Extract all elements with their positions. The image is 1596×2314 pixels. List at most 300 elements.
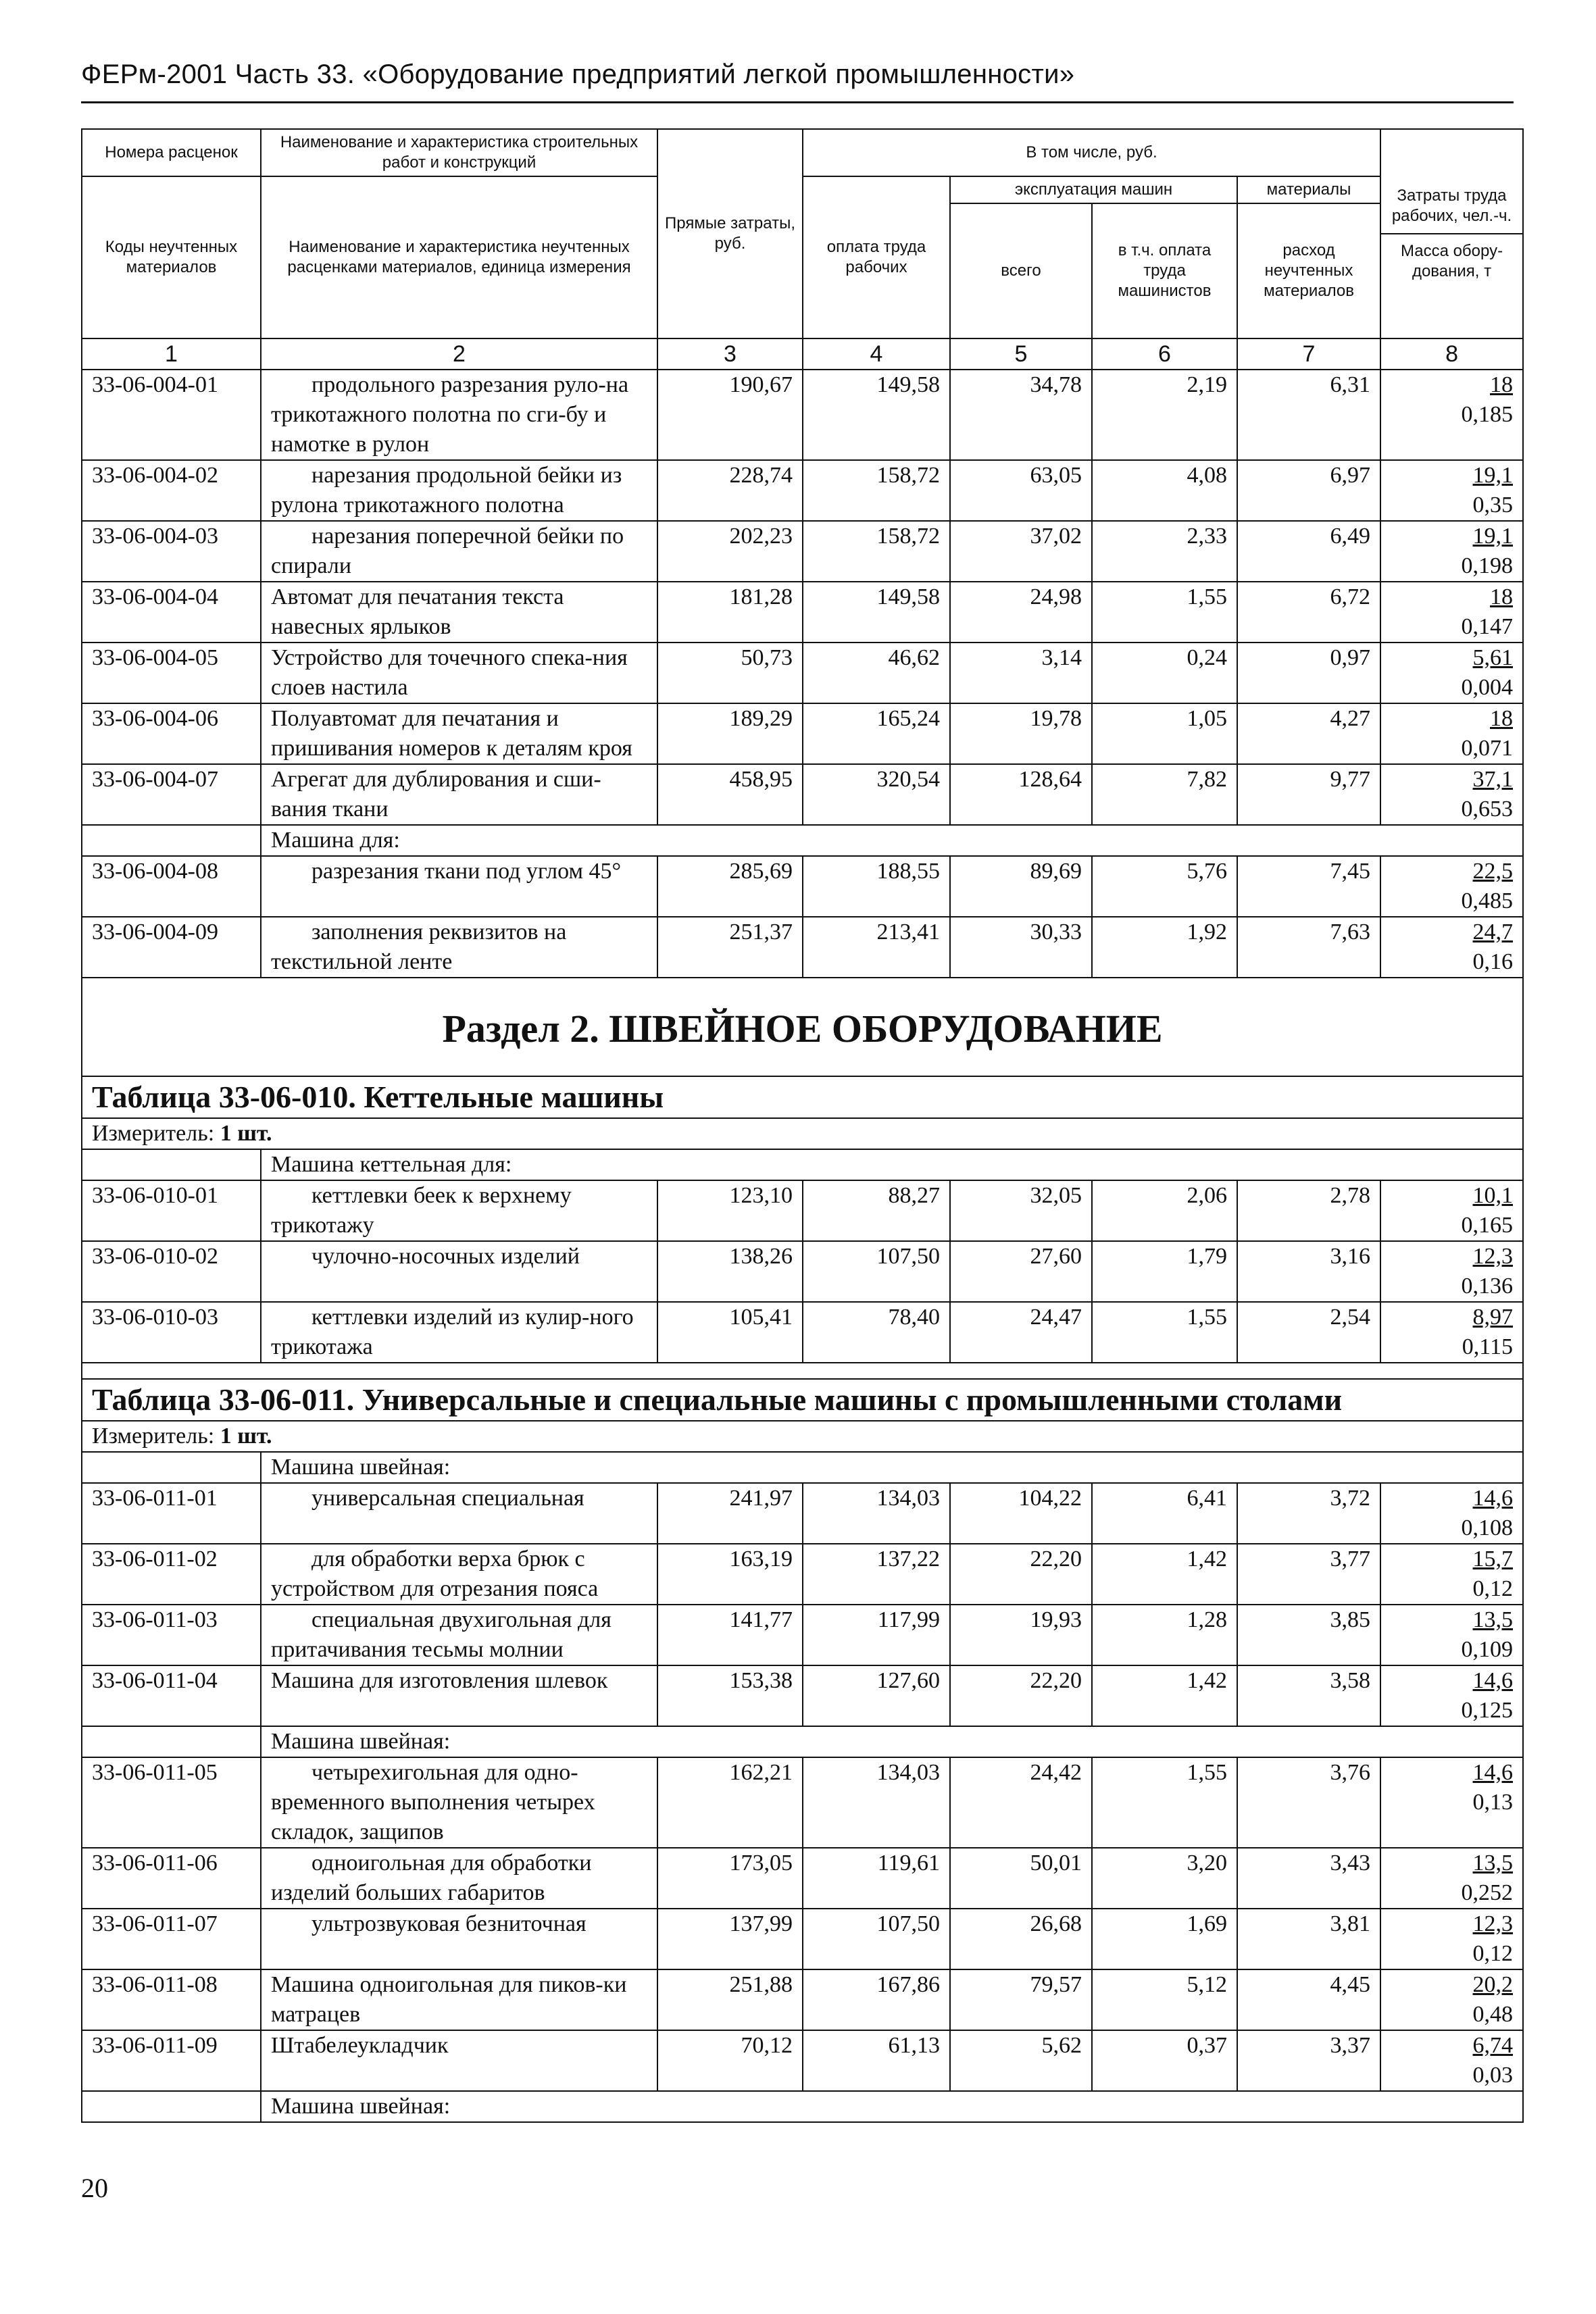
labor-mass xyxy=(1380,1757,1523,1848)
labor-mass xyxy=(1380,1969,1523,2030)
section-title: Раздел 2. ШВЕЙНОЕ ОБОРУДОВАНИЕ xyxy=(442,1007,1163,1051)
cost-c3: 138,26 xyxy=(657,1241,803,1302)
table-title-row-cell xyxy=(82,1379,1523,1421)
mass-value: 0,16 xyxy=(1472,949,1514,974)
rate-code: 33-06-011-04 xyxy=(82,1665,261,1726)
labor-mass xyxy=(1380,582,1523,643)
col-group-incl: В том числе, руб. xyxy=(803,129,1380,176)
mass-value: 0,004 xyxy=(1461,675,1514,700)
labor-mass xyxy=(1380,1909,1523,1969)
mass-value: 0,485 xyxy=(1461,888,1514,913)
cost-c5: 104,22 xyxy=(950,1483,1092,1544)
labor-mass xyxy=(1380,1605,1523,1665)
labor-value: 12,3 xyxy=(1472,1244,1514,1269)
rate-name-text: Агрегат для дублирования и сши-вания ткани xyxy=(271,767,601,822)
rate-name-text: одноигольная для обработки изделий больших габаритов xyxy=(271,1851,592,1905)
cost-c7: 4,45 xyxy=(1237,1969,1380,2030)
col-labor-mass xyxy=(1380,129,1523,338)
rate-name xyxy=(261,643,657,703)
cost-c3: 137,99 xyxy=(657,1909,803,1969)
table-row xyxy=(82,1969,1523,2030)
rate-code: 33-06-004-03 xyxy=(82,521,261,582)
rate-name xyxy=(261,1605,657,1665)
mass-value: 0,108 xyxy=(1461,1515,1514,1540)
col-material-use: расход неучтенных материалов xyxy=(1237,203,1380,338)
cost-c6: 0,24 xyxy=(1092,643,1237,703)
col-direct-costs: Прямые затраты, руб. xyxy=(657,129,803,338)
table-body xyxy=(82,338,1523,2122)
rate-code: 33-06-011-07 xyxy=(82,1909,261,1969)
cost-c6: 2,19 xyxy=(1092,370,1237,460)
mass-value: 0,115 xyxy=(1462,1334,1514,1359)
cost-c6: 1,28 xyxy=(1092,1605,1237,1665)
cost-c3: 141,77 xyxy=(657,1605,803,1665)
cost-c5: 37,02 xyxy=(950,521,1092,582)
rate-name-text: нарезания продольной бейки из рулона трикотажного полотна xyxy=(271,463,622,518)
cost-c7: 6,49 xyxy=(1237,521,1380,582)
mass-value: 0,147 xyxy=(1461,614,1514,639)
rate-name xyxy=(261,1848,657,1909)
labor-value: 22,5 xyxy=(1472,859,1514,884)
labor-mass xyxy=(1380,2030,1523,2091)
cost-c3: 105,41 xyxy=(657,1302,803,1363)
cost-c4: 149,58 xyxy=(803,370,950,460)
rate-name xyxy=(261,1302,657,1363)
rate-name xyxy=(261,703,657,764)
table-row xyxy=(82,643,1523,703)
group-row xyxy=(82,1726,1523,1757)
cost-c5: 24,47 xyxy=(950,1302,1092,1363)
cost-c3: 251,88 xyxy=(657,1969,803,2030)
col-materials: материалы xyxy=(1237,176,1380,203)
table-row xyxy=(82,460,1523,521)
labor-value: 19,1 xyxy=(1472,524,1514,549)
rate-name xyxy=(261,370,657,460)
measure-label: Измеритель: xyxy=(92,1424,215,1449)
table-row xyxy=(82,1544,1523,1605)
column-number: 4 xyxy=(803,338,950,370)
cost-c4: 137,22 xyxy=(803,1544,950,1605)
cost-c7: 4,27 xyxy=(1237,703,1380,764)
rate-name xyxy=(261,764,657,825)
cost-c5: 89,69 xyxy=(950,856,1092,917)
cost-c4: 127,60 xyxy=(803,1665,950,1726)
cost-c4: 107,50 xyxy=(803,1909,950,1969)
labor-mass xyxy=(1380,460,1523,521)
cost-c4: 158,72 xyxy=(803,460,950,521)
table-row xyxy=(82,1302,1523,1363)
cost-c6: 6,41 xyxy=(1092,1483,1237,1544)
cost-c5: 26,68 xyxy=(950,1909,1092,1969)
cost-c7: 7,45 xyxy=(1237,856,1380,917)
cost-c7: 3,58 xyxy=(1237,1665,1380,1726)
mass-value: 0,03 xyxy=(1472,2063,1514,2088)
mass-value: 0,136 xyxy=(1461,1274,1514,1299)
rate-name xyxy=(261,1483,657,1544)
table-row xyxy=(82,1757,1523,1848)
cost-c4: 165,24 xyxy=(803,703,950,764)
cost-c6: 1,69 xyxy=(1092,1909,1237,1969)
labor-value: 13,5 xyxy=(1472,1607,1514,1632)
cost-c4: 134,03 xyxy=(803,1757,950,1848)
table-row xyxy=(82,1241,1523,1302)
mass-value: 0,071 xyxy=(1461,736,1514,761)
rate-code: 33-06-004-07 xyxy=(82,764,261,825)
col-total: всего xyxy=(950,203,1092,338)
cost-c5: 24,98 xyxy=(950,582,1092,643)
cost-c7: 3,37 xyxy=(1237,2030,1380,2091)
column-number: 5 xyxy=(950,338,1092,370)
table-row xyxy=(82,1483,1523,1544)
cost-c6: 1,55 xyxy=(1092,582,1237,643)
cost-c6: 5,76 xyxy=(1092,856,1237,917)
cost-c3: 181,28 xyxy=(657,582,803,643)
mass-value: 0,35 xyxy=(1472,493,1514,518)
group-row xyxy=(82,1149,1523,1180)
cost-c4: 188,55 xyxy=(803,856,950,917)
labor-value: 14,6 xyxy=(1472,1668,1514,1693)
cost-c4: 167,86 xyxy=(803,1969,950,2030)
cost-c5: 22,20 xyxy=(950,1544,1092,1605)
labor-mass xyxy=(1380,917,1523,978)
labor-mass xyxy=(1380,1848,1523,1909)
cost-c7: 9,77 xyxy=(1237,764,1380,825)
rate-name xyxy=(261,856,657,917)
header-rule xyxy=(81,101,1514,103)
labor-mass xyxy=(1380,856,1523,917)
rate-code: 33-06-004-09 xyxy=(82,917,261,978)
cost-c3: 173,05 xyxy=(657,1848,803,1909)
page-header: ФЕРм-2001 Часть 33. «Оборудование предприятий легкой промышленности» xyxy=(81,59,1075,89)
table-row xyxy=(82,1605,1523,1665)
labor-value: 6,74 xyxy=(1472,2033,1514,2058)
cost-c3: 285,69 xyxy=(657,856,803,917)
mass-value: 0,198 xyxy=(1461,553,1514,578)
cost-c3: 163,19 xyxy=(657,1544,803,1605)
rate-name-text: Автомат для печатания текста навесных ярлыков xyxy=(271,584,564,639)
rate-name xyxy=(261,1241,657,1302)
rate-name xyxy=(261,521,657,582)
column-number: 3 xyxy=(657,338,803,370)
labor-value: 5,61 xyxy=(1472,645,1514,670)
mass-value: 0,653 xyxy=(1461,797,1514,822)
labor-value: 18 xyxy=(1490,372,1514,397)
rate-name-text: для обработки верха брюк с устройством для отрезания пояса xyxy=(271,1546,599,1601)
cost-c3: 123,10 xyxy=(657,1180,803,1241)
cost-c7: 2,78 xyxy=(1237,1180,1380,1241)
rate-name xyxy=(261,2030,657,2091)
group-blank xyxy=(82,825,261,856)
labor-value: 12,3 xyxy=(1472,1911,1514,1936)
table-row xyxy=(82,370,1523,460)
cost-c6: 4,08 xyxy=(1092,460,1237,521)
rate-name-text: чулочно-носочных изделий xyxy=(311,1244,580,1269)
cost-c4: 46,62 xyxy=(803,643,950,703)
rate-name-text: кеттлевки беек к верхнему трикотажу xyxy=(271,1183,572,1238)
cost-c3: 241,97 xyxy=(657,1483,803,1544)
cost-c4: 61,13 xyxy=(803,2030,950,2091)
table-row xyxy=(82,917,1523,978)
cost-c3: 189,29 xyxy=(657,703,803,764)
cost-c6: 0,37 xyxy=(1092,2030,1237,2091)
column-number: 7 xyxy=(1237,338,1380,370)
cost-c6: 1,55 xyxy=(1092,1757,1237,1848)
cost-c4: 134,03 xyxy=(803,1483,950,1544)
cost-c4: 78,40 xyxy=(803,1302,950,1363)
cost-c6: 3,20 xyxy=(1092,1848,1237,1909)
cost-c3: 153,38 xyxy=(657,1665,803,1726)
cost-c4: 88,27 xyxy=(803,1180,950,1241)
cost-c6: 2,06 xyxy=(1092,1180,1237,1241)
price-table xyxy=(81,128,1524,2123)
cost-c5: 19,93 xyxy=(950,1605,1092,1665)
cost-c7: 3,81 xyxy=(1237,1909,1380,1969)
table-row xyxy=(82,521,1523,582)
cost-c5: 22,20 xyxy=(950,1665,1092,1726)
rate-code: 33-06-011-03 xyxy=(82,1605,261,1665)
cost-c5: 3,14 xyxy=(950,643,1092,703)
labor-value: 14,6 xyxy=(1472,1760,1514,1785)
rate-name xyxy=(261,460,657,521)
cost-c6: 1,92 xyxy=(1092,917,1237,978)
cost-c5: 5,62 xyxy=(950,2030,1092,2091)
cost-c4: 119,61 xyxy=(803,1848,950,1909)
table-row xyxy=(82,582,1523,643)
cost-c3: 202,23 xyxy=(657,521,803,582)
column-number: 1 xyxy=(82,338,261,370)
measure-row-cell xyxy=(82,1421,1523,1452)
cost-c5: 63,05 xyxy=(950,460,1092,521)
cost-c4: 149,58 xyxy=(803,582,950,643)
rate-name xyxy=(261,1909,657,1969)
labor-value: 8,97 xyxy=(1472,1305,1514,1330)
cost-c6: 1,79 xyxy=(1092,1241,1237,1302)
rate-name xyxy=(261,582,657,643)
col-name-bottom: Наименование и характеристика неучтенных расценками материалов, единица измерения xyxy=(261,176,657,338)
cost-c3: 190,67 xyxy=(657,370,803,460)
rate-name-text: продольного разрезания руло-на трикотажного полотна по сги-бу и намотке в рулон xyxy=(271,372,629,457)
rate-code: 33-06-011-09 xyxy=(82,2030,261,2091)
labor-mass xyxy=(1380,643,1523,703)
cost-c6: 1,42 xyxy=(1092,1665,1237,1726)
cost-c5: 24,42 xyxy=(950,1757,1092,1848)
cost-c7: 7,63 xyxy=(1237,917,1380,978)
mass-value: 0,252 xyxy=(1461,1880,1514,1905)
cost-c7: 3,85 xyxy=(1237,1605,1380,1665)
table-row xyxy=(82,703,1523,764)
measure-row-cell xyxy=(82,1118,1523,1149)
labor-value: 13,5 xyxy=(1472,1851,1514,1876)
mass-value: 0,48 xyxy=(1472,2002,1514,2027)
labor-mass xyxy=(1380,370,1523,460)
cost-c3: 458,95 xyxy=(657,764,803,825)
table-title-row xyxy=(82,1379,1523,1421)
page-number: 20 xyxy=(81,2173,108,2203)
section-row xyxy=(82,978,1523,1076)
rate-name-text: четырехигольная для одно-временного выполнения четырех складок, защипов xyxy=(271,1760,595,1844)
rate-code: 33-06-011-05 xyxy=(82,1757,261,1848)
cost-c5: 34,78 xyxy=(950,370,1092,460)
col-wages: оплата труда рабочих xyxy=(803,176,950,338)
rate-name-text: Машина для изготовления шлевок xyxy=(271,1668,608,1693)
rate-code: 33-06-011-01 xyxy=(82,1483,261,1544)
cost-c6: 1,05 xyxy=(1092,703,1237,764)
cost-c7: 2,54 xyxy=(1237,1302,1380,1363)
group-title: Машина швейная: xyxy=(261,1726,1523,1757)
rate-code: 33-06-004-01 xyxy=(82,370,261,460)
table-title: Таблица 33-06-011. Универсальные и специальные машины с промышленными столами xyxy=(92,1382,1343,1417)
cost-c4: 158,72 xyxy=(803,521,950,582)
rate-name-text: кеттлевки изделий из кулир-ного трикотажа xyxy=(271,1305,634,1359)
cost-c6: 1,55 xyxy=(1092,1302,1237,1363)
rate-name-text: нарезания поперечной бейки по спирали xyxy=(271,524,624,578)
labor-value: 10,1 xyxy=(1472,1183,1514,1208)
cost-c6: 7,82 xyxy=(1092,764,1237,825)
group-title: Машина швейная: xyxy=(261,2091,1523,2122)
rate-code: 33-06-011-08 xyxy=(82,1969,261,2030)
labor-value: 20,2 xyxy=(1472,1972,1514,1997)
cost-c4: 107,50 xyxy=(803,1241,950,1302)
cost-c6: 1,42 xyxy=(1092,1544,1237,1605)
cost-c7: 3,76 xyxy=(1237,1757,1380,1848)
col-codes-bottom: Коды неучтенных материалов xyxy=(82,176,261,338)
cost-c5: 50,01 xyxy=(950,1848,1092,1909)
labor-mass xyxy=(1380,1544,1523,1605)
group-title: Машина для: xyxy=(261,825,1523,856)
group-row xyxy=(82,2091,1523,2122)
cost-c6: 5,12 xyxy=(1092,1969,1237,2030)
rate-name-text: специальная двухигольная для притачивания тесьмы молнии xyxy=(271,1607,612,1662)
col-mass: Масса обору-дования, т xyxy=(1400,242,1503,280)
rate-code: 33-06-004-08 xyxy=(82,856,261,917)
group-row xyxy=(82,1452,1523,1483)
table-row xyxy=(82,1909,1523,1969)
rate-name-text: Устройство для точечного спека-ния слоев настила xyxy=(271,645,628,700)
group-title: Машина кеттельная для: xyxy=(261,1149,1523,1180)
labor-mass xyxy=(1380,703,1523,764)
measure-row xyxy=(82,1421,1523,1452)
section-row-cell xyxy=(82,978,1523,1076)
cost-c5: 30,33 xyxy=(950,917,1092,978)
cost-c5: 19,78 xyxy=(950,703,1092,764)
rate-name-text: универсальная специальная xyxy=(311,1486,584,1511)
spacer-row xyxy=(82,1363,1523,1379)
rate-name xyxy=(261,1969,657,2030)
cost-c3: 228,74 xyxy=(657,460,803,521)
cost-c4: 117,99 xyxy=(803,1605,950,1665)
cost-c6: 2,33 xyxy=(1092,521,1237,582)
cost-c5: 27,60 xyxy=(950,1241,1092,1302)
labor-mass xyxy=(1380,1180,1523,1241)
labor-value: 37,1 xyxy=(1472,767,1514,792)
labor-mass xyxy=(1380,764,1523,825)
cost-c7: 3,43 xyxy=(1237,1848,1380,1909)
rate-code: 33-06-004-05 xyxy=(82,643,261,703)
measure-value: 1 шт. xyxy=(220,1424,272,1449)
labor-value: 18 xyxy=(1490,706,1514,731)
labor-mass xyxy=(1380,1483,1523,1544)
spacer-row-cell xyxy=(82,1363,1523,1379)
table-title-row-cell xyxy=(82,1076,1523,1118)
measure-row xyxy=(82,1118,1523,1149)
group-blank xyxy=(82,1452,261,1483)
cost-c3: 251,37 xyxy=(657,917,803,978)
rate-name-text: Штабелеукладчик xyxy=(271,2033,449,2058)
rate-code: 33-06-004-06 xyxy=(82,703,261,764)
mass-value: 0,13 xyxy=(1472,1790,1514,1815)
cost-c3: 70,12 xyxy=(657,2030,803,2091)
measure-label: Измеритель: xyxy=(92,1121,215,1146)
mass-value: 0,125 xyxy=(1461,1698,1514,1723)
rate-name xyxy=(261,1757,657,1848)
col-labor: Затраты труда рабочих, чел.-ч. xyxy=(1381,182,1522,234)
cost-c7: 6,31 xyxy=(1237,370,1380,460)
labor-mass xyxy=(1380,1302,1523,1363)
mass-value: 0,12 xyxy=(1472,1941,1514,1966)
column-number: 2 xyxy=(261,338,657,370)
mass-value: 0,185 xyxy=(1461,402,1514,427)
column-numbers-row xyxy=(82,338,1523,370)
cost-c5: 32,05 xyxy=(950,1180,1092,1241)
cost-c4: 320,54 xyxy=(803,764,950,825)
rate-code: 33-06-004-02 xyxy=(82,460,261,521)
group-blank xyxy=(82,2091,261,2122)
column-number: 8 xyxy=(1380,338,1523,370)
cost-c7: 6,72 xyxy=(1237,582,1380,643)
rate-name-text: ультрозвуковая безниточная xyxy=(311,1911,587,1936)
labor-value: 18 xyxy=(1490,584,1514,609)
group-blank xyxy=(82,1149,261,1180)
col-codes-top: Номера расценок xyxy=(82,129,261,176)
labor-value: 14,6 xyxy=(1472,1486,1514,1511)
mass-value: 0,12 xyxy=(1472,1576,1514,1601)
group-blank xyxy=(82,1726,261,1757)
rate-code: 33-06-011-06 xyxy=(82,1848,261,1909)
col-name-top: Наименование и характеристика строительных работ и конструкций xyxy=(261,129,657,176)
rate-name-text: Машина одноигольная для пиков-ки матрацев xyxy=(271,1972,627,2027)
group-title: Машина швейная: xyxy=(261,1452,1523,1483)
cost-c5: 79,57 xyxy=(950,1969,1092,2030)
cost-c7: 3,16 xyxy=(1237,1241,1380,1302)
table-title: Таблица 33-06-010. Кеттельные машины xyxy=(92,1080,664,1114)
column-number: 6 xyxy=(1092,338,1237,370)
cost-c7: 3,77 xyxy=(1237,1544,1380,1605)
group-row xyxy=(82,825,1523,856)
labor-value: 24,7 xyxy=(1472,920,1514,945)
rate-name xyxy=(261,1180,657,1241)
cost-c3: 162,21 xyxy=(657,1757,803,1848)
cost-c5: 128,64 xyxy=(950,764,1092,825)
cost-c3: 50,73 xyxy=(657,643,803,703)
mass-value: 0,165 xyxy=(1461,1213,1514,1238)
labor-value: 15,7 xyxy=(1472,1546,1514,1571)
table-row xyxy=(82,764,1523,825)
rate-name xyxy=(261,1544,657,1605)
cost-c7: 3,72 xyxy=(1237,1483,1380,1544)
measure-value: 1 шт. xyxy=(220,1121,272,1146)
labor-mass xyxy=(1380,1665,1523,1726)
rate-code: 33-06-004-04 xyxy=(82,582,261,643)
table-row xyxy=(82,1180,1523,1241)
rate-name xyxy=(261,1665,657,1726)
table-row xyxy=(82,2030,1523,2091)
rate-code: 33-06-011-02 xyxy=(82,1544,261,1605)
col-machines: эксплуатация машин xyxy=(950,176,1237,203)
col-operator-wages: в т.ч. оплата труда машинистов xyxy=(1092,203,1237,338)
labor-mass xyxy=(1380,521,1523,582)
table-title-row xyxy=(82,1076,1523,1118)
table-row xyxy=(82,856,1523,917)
